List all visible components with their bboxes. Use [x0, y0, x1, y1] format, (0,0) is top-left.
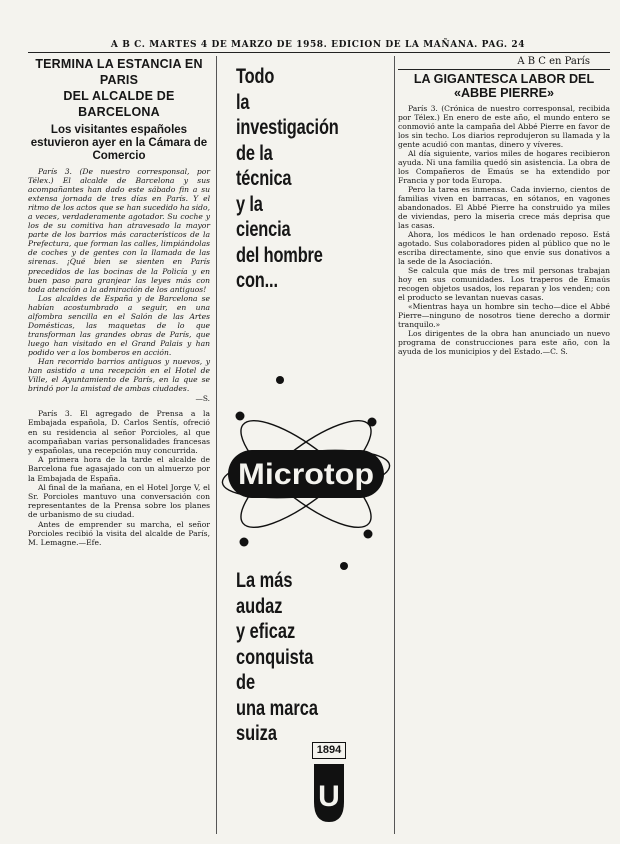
column-divider — [394, 56, 395, 834]
ad-line: una marca — [236, 696, 318, 720]
ad-line: de — [236, 671, 256, 694]
ad-line: la — [236, 90, 250, 114]
ad-top-copy — [236, 64, 339, 294]
right-paragraph: Al día siguiente, varios miles de hogares recibieron ayuda. Ni una familia quedó sin asistencia. La obra de los Compañeros de Emaús se ha extendido por Francia y por toda Europa. — [398, 148, 610, 185]
electron-dot — [240, 538, 249, 547]
ad-bottom-copy — [236, 568, 318, 747]
page-header: A B C. MARTES 4 DE MARZO DE 1958. EDICION DE LA MAÑANA. PAG. 24 — [110, 40, 526, 50]
ad-line: suiza — [236, 722, 277, 745]
electron-dot — [276, 376, 284, 384]
left-paragraph: París 3. El agregado de Prensa a la Embajada española, D. Carlos Sentís, ofreció en su residencia al señor Porcioles, al que acompañaban varias personalidades francesas y españolas, una recepción muy concurrida. — [28, 409, 210, 455]
ad-line: y eficaz — [236, 620, 296, 643]
right-paragraph: Se calcula que más de tres mil personas trabajan hoy en sus comunidades. Los traperos de Emaús recogen objetos usados, los reparan y los venden; con el producto se levantan nuevas casas. — [398, 265, 610, 302]
left-signature: —S. — [195, 394, 210, 404]
right-paragraph: Los dirigentes de la obra han anunciado un nuevo programa de construcciones para este año, con la ayuda de los municipios y del Estado.—C. S. — [398, 328, 610, 356]
section-rule — [398, 69, 610, 70]
left-italic-paragraph: París 3. (De nuestro corresponsal, por Télex.) El alcalde de Barcelona y sus acompañantes han dado este sábado fin a su extensa jornada de tres días en París. Y el ritmo de los actos que se han sucedido ha sido, a veces, verdaderamente agotador. Su coche y los de su comitiva han atravesado la mayor parte de los barrios más característicos de la Prefectura, que forman las calles, limpiándolas de coches y de gentes con la llamada de las sirenas. ¡Qué bien se sienten en París precedidos de las bocinas de la Policía y en buen paso para granjear las leyes más con toda atención a la admiración de los antiguos! — [28, 167, 210, 294]
electron-dot — [368, 418, 377, 427]
left-subheadline: Los visitantes españoles estuvieron ayer en la Cámara de Comercio — [30, 124, 208, 162]
badge-year: 1894 — [312, 742, 346, 759]
electron-dot — [364, 530, 373, 539]
ad-line: investigación — [236, 116, 339, 139]
ad-line: con... — [236, 269, 278, 292]
brand-name: Microtop — [238, 458, 374, 491]
left-italic-paragraph: Los alcaldes de España y de Barcelona se habían acostumbrado a seguir, en una alfombra sencilla en el Salón de las Artes Domésticas, las maquetas de lo que transforman las grandes obras de París, que luego han visitado en el Grand Palais y han podido ver a los bomberos en acción. — [28, 293, 210, 357]
ad-line: ciencia — [236, 218, 291, 241]
ad-line: conquista — [236, 645, 314, 669]
left-headline-line-2: DEL ALCALDE DE BARCELONA — [63, 89, 175, 119]
right-headline: LA GIGANTESCA LABOR DEL «ABBE PIERRE» — [413, 72, 595, 100]
ad-line: del hombre — [236, 243, 323, 267]
header-rule — [28, 52, 610, 53]
ad-line: de la — [236, 141, 273, 165]
left-paragraph: Antes de emprender su marcha, el señor Porcioles recibió la visita del alcalde de París, M. Lemagne.—Efe. — [28, 519, 210, 548]
right-paragraph: París 3. (Crónica de nuestro corresponsal, recibida por Télex.) En enero de este año, el mundo entero se conmovió ante la campaña del Abbé Pierre en favor de los sin techo. Los diarios reprodujeron su llamada y la gente acudió con mantas, dinero y víveres. — [398, 104, 610, 149]
right-article — [398, 56, 610, 356]
left-headline-line-1: TERMINA LA ESTANCIA EN PARIS — [35, 57, 203, 87]
ad-line: y la — [236, 192, 263, 216]
right-paragraph: Pero la tarea es inmensa. Cada invierno, cientos de familias viven en barracas, en sótanos, en vagones abandonados. El Abbé Pierre ha construido ya miles de viviendas, pero la miseria crece más deprisa que las casas. — [398, 184, 610, 230]
left-italic-paragraph: Han recorrido barrios antiguos y nuevos, y han asistido a una recepción en el Hotel de Ville, el Ayuntamiento de París, en la que se brindó por la amistad de ambas ciudades. — [28, 356, 210, 394]
column-divider — [216, 56, 217, 834]
ad-line: Todo — [236, 65, 275, 88]
section-label: A B C en París — [517, 56, 590, 67]
left-paragraph: A primera hora de la tarde el alcalde de Barcelona fue agasajado con un almuerzo por la Embajada de España. — [28, 455, 210, 483]
ad-line: técnica — [236, 167, 292, 190]
atom-logo-icon — [220, 374, 392, 574]
badge-letter: U — [318, 780, 340, 813]
right-body — [398, 104, 610, 356]
left-italic-body — [28, 167, 210, 393]
microtop-advertisement — [220, 56, 392, 836]
left-article — [28, 56, 210, 547]
ad-line: audaz — [236, 594, 283, 618]
u-shield-icon — [312, 762, 346, 824]
right-paragraph: Ahora, los médicos le han ordenado reposo. Está agotado. Sus colaboradores piden al público que no le escriba directamente, sino que envíe sus donativos a la sede de la Asociación. — [398, 229, 610, 266]
left-body — [28, 409, 210, 547]
brand-badge — [312, 742, 346, 826]
right-paragraph: «Mientras haya un hombre sin techo—dice el Abbé Pierre—ninguno de nosotros tiene derecho a dormir tranquilo.» — [398, 301, 610, 329]
left-paragraph: Al final de la mañana, en el Hotel Jorge V, el Sr. Porcioles mantuvo una conversación con representantes de la Prensa sobre los planes de urbanismo de su ciudad. — [28, 482, 210, 520]
electron-dot — [340, 562, 348, 570]
ad-line: La más — [236, 569, 293, 592]
electron-dot — [236, 412, 245, 421]
